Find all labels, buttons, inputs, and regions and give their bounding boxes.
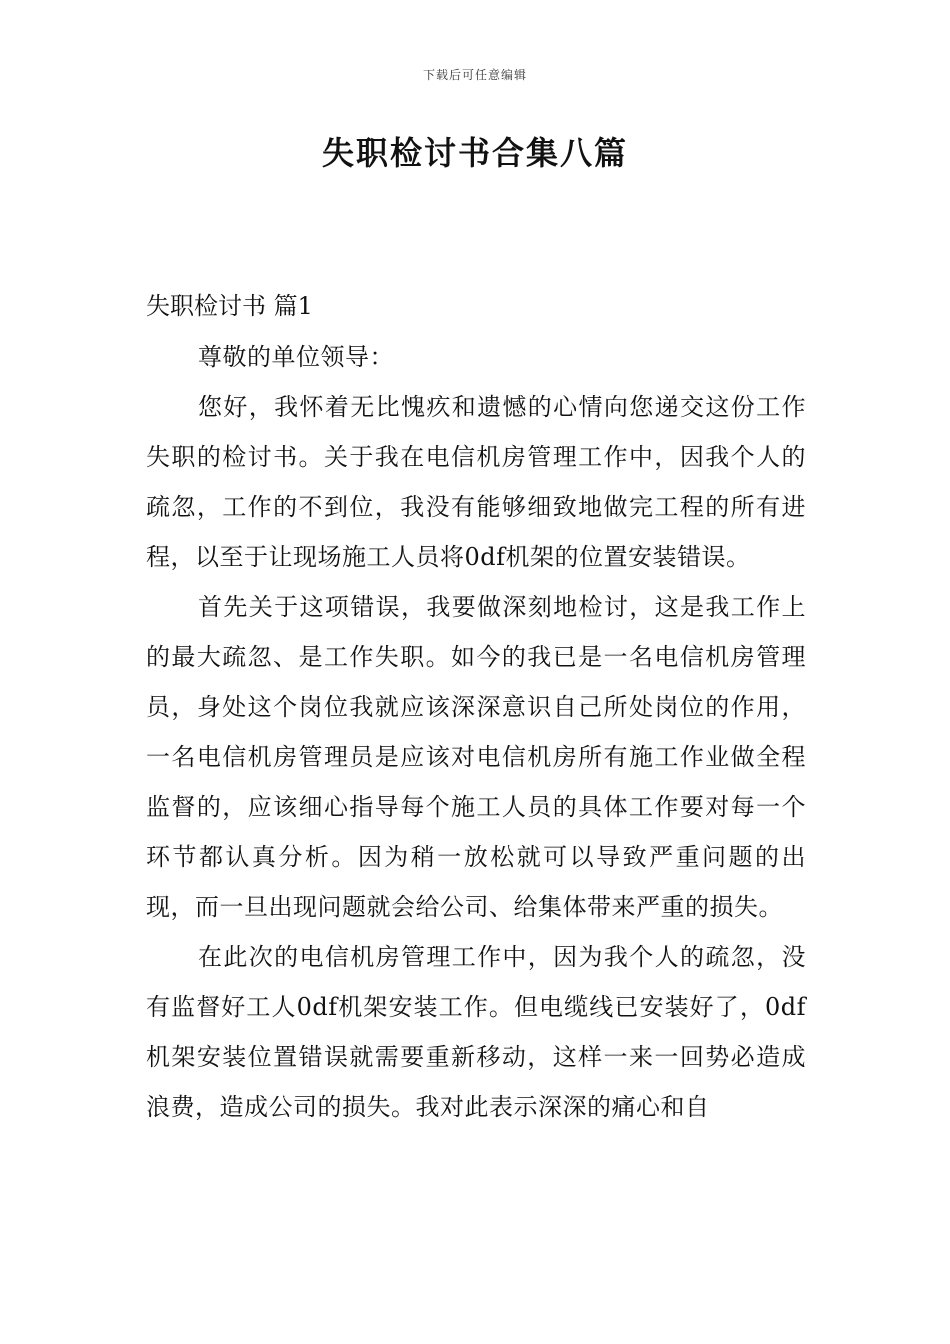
paragraph-1: 您好，我怀着无比愧疚和遗憾的心情向您递交这份工作失职的检讨书。关于我在电信机房管理工作中，因我个人的疏忽，工作的不到位，我没有能够细致地做完工程的所有进程，以至于让现场施工人员将0df机架的位置安装错误。 bbox=[146, 393, 806, 571]
salutation: 尊敬的单位领导： bbox=[198, 343, 394, 371]
document-title: 失职检讨书合集八篇 bbox=[321, 134, 628, 172]
paragraph-3: 在此次的电信机房管理工作中，因为我个人的疏忽，没有监督好工人0df机架安装工作。但电缆线已安装好了，0df机架安装位置错误就需要重新移动，这样一来一回势必造成浪费，造成公司的损失。我对此表示深深的痛心和自 bbox=[146, 943, 806, 1121]
section-heading: 失职检讨书 篇1 bbox=[146, 292, 313, 320]
header-note: 下载后可任意编辑 bbox=[422, 68, 527, 82]
document-body bbox=[146, 281, 806, 1132]
paragraph-2: 首先关于这项错误，我要做深刻地检讨，这是我工作上的最大疏忽、是工作失职。如今的我已是一名电信机房管理员，身处这个岗位我就应该深深意识自己所处岗位的作用，一名电信机房管理员是应该对电信机房所有施工作业做全程监督的，应该细心指导每个施工人员的具体工作要对每一个环节都认真分析。因为稍一放松就可以导致严重问题的出现，而一旦出现问题就会给公司、给集体带来严重的损失。 bbox=[146, 593, 806, 921]
